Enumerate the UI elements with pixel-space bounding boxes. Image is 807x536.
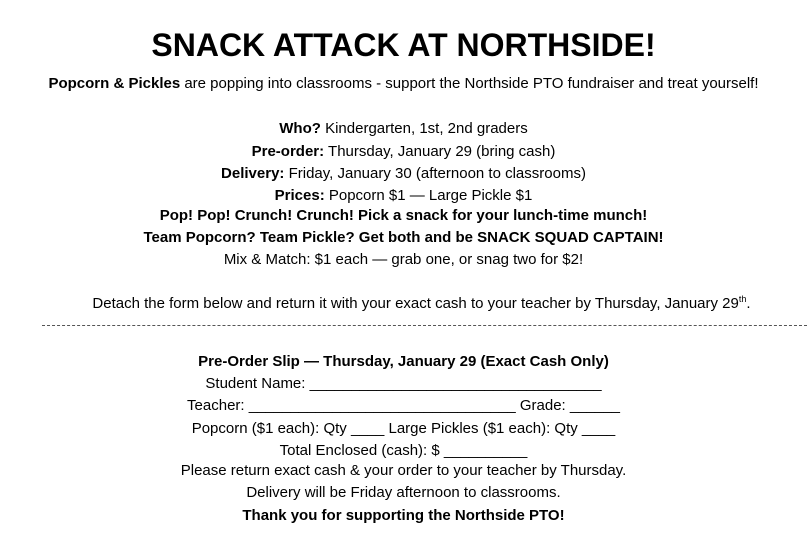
intro-text: are popping into classrooms - support the Northside PTO fundraiser and treat yourself! bbox=[180, 75, 759, 92]
detail-value: Thursday, January 29 (bring cash) bbox=[324, 143, 556, 160]
detail-prices bbox=[0, 186, 807, 206]
detail-label: Pre-order: bbox=[251, 143, 325, 160]
detach-sup: th bbox=[738, 294, 747, 304]
quantity-fields: Popcorn ($1 each): Qty ____ Large Pickles ($1 each): Qty ____ bbox=[191, 420, 616, 437]
total-field: Total Enclosed (cash): $ __________ bbox=[279, 442, 528, 459]
mix-match-text: Mix & Match: $1 each — grab one, or snag two for $2! bbox=[223, 251, 584, 268]
slogan: Team Popcorn? Team Pickle? Get both and be SNACK SQUAD CAPTAIN! bbox=[143, 229, 664, 246]
return-note: Please return exact cash & your order to your teacher by Thursday. bbox=[180, 462, 627, 479]
detail-value: Popcorn $1 — Large Pickle $1 bbox=[324, 187, 533, 204]
detail-preorder bbox=[0, 142, 807, 162]
thank-you: Thank you for supporting the Northside PTO! bbox=[242, 507, 565, 524]
detail-label: Who? bbox=[279, 120, 321, 137]
detail-label: Prices: bbox=[274, 187, 325, 204]
detail-who bbox=[0, 119, 807, 139]
detail-delivery bbox=[0, 164, 807, 184]
intro-paragraph bbox=[0, 73, 807, 95]
detail-label: Delivery: bbox=[221, 165, 285, 182]
detach-text: Detach the form below and return it with your exact cash to your teacher by Thursday, January 29 bbox=[92, 295, 739, 312]
detail-value: Friday, January 30 (afternoon to classrooms) bbox=[284, 165, 586, 182]
detach-end: . bbox=[746, 295, 751, 312]
cut-line-divider bbox=[42, 325, 807, 326]
delivery-note: Delivery will be Friday afternoon to classrooms. bbox=[246, 484, 561, 501]
teacher-grade-field: Teacher: ________________________________ Grade: ______ bbox=[187, 397, 620, 414]
student-name-field: Student Name: ___________________________________ bbox=[205, 375, 602, 392]
detach-instruction bbox=[18, 294, 807, 314]
page-title: SNACK ATTACK AT NORTHSIDE! bbox=[151, 27, 656, 63]
detail-value: Kindergarten, 1st, 2nd graders bbox=[320, 120, 528, 137]
intro-bold: Popcorn & Pickles bbox=[48, 75, 181, 92]
slogan: Pop! Pop! Crunch! Crunch! Pick a snack for your lunch-time munch! bbox=[159, 207, 648, 224]
slip-heading: Pre-Order Slip — Thursday, January 29 (Exact Cash Only) bbox=[198, 353, 609, 370]
